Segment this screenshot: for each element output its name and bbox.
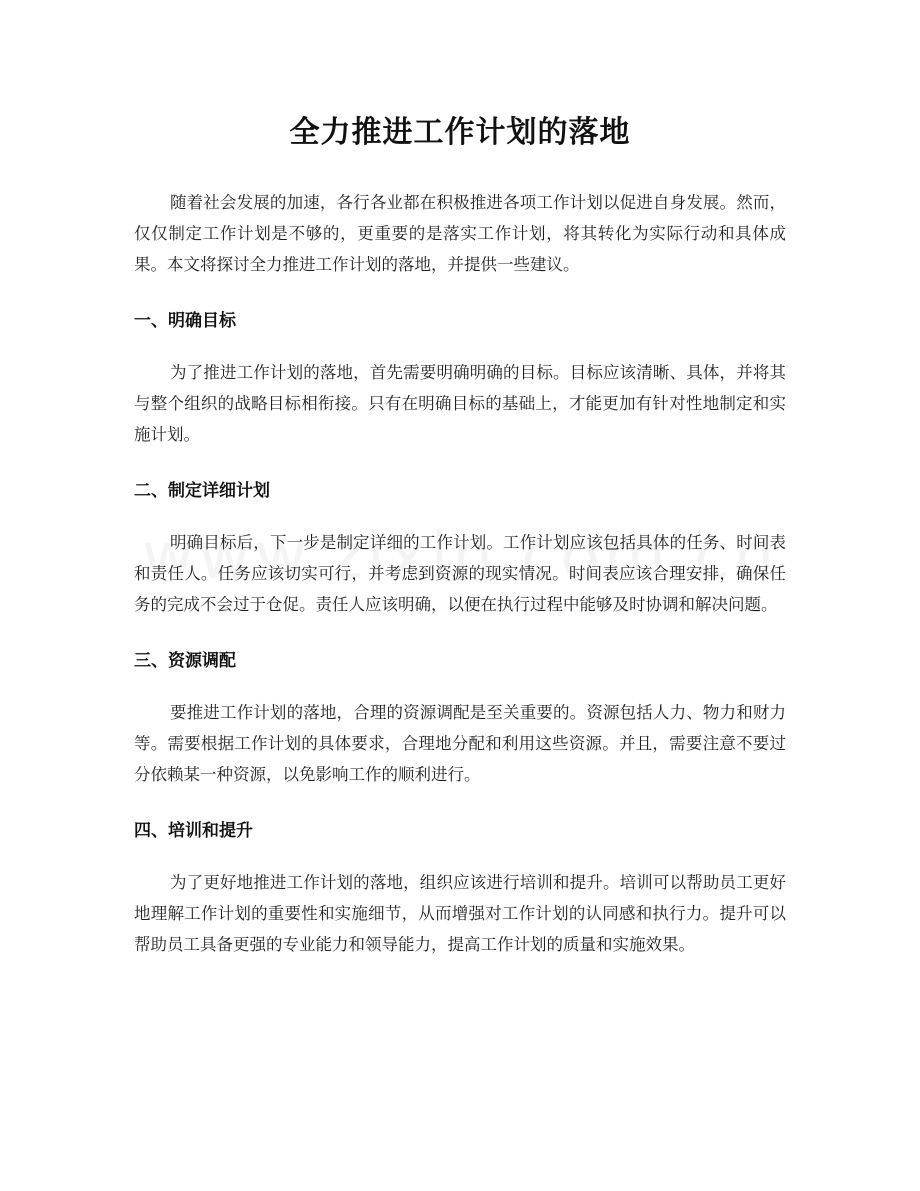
- section-heading-goals: 一、明确目标: [134, 311, 236, 331]
- document-title: 全力推进工作计划的落地: [289, 115, 631, 150]
- section-heading-training: 四、培训和提升: [134, 821, 253, 841]
- section-body-training: 为了更好地推进工作计划的落地，组织应该进行培训和提升。培训可以帮助员工更好地理解工作计划的重要性和实施细节，从而增强对工作计划的认同感和执行力。提升可以帮助员工具备更强的专业能力和领导能力，提高工作计划的质量和实施效果。: [134, 873, 786, 954]
- section-body-resources: 要推进工作计划的落地，合理的资源调配是至关重要的。资源包括人力、物力和财力等。需要根据工作计划的具体要求，合理地分配和利用这些资源。并且，需要注意不要过分依赖某一种资源，以免影响工作的顺利进行。: [134, 703, 786, 784]
- section-heading-plan: 二、制定详细计划: [134, 481, 270, 501]
- intro-paragraph: 随着社会发展的加速，各行各业都在积极推进各项工作计划以促进自身发展。然而，仅仅制定工作计划是不够的，更重要的是落实工作计划，将其转化为实际行动和具体成果。本文将探讨全力推进工作计划的落地，并提供一些建议。: [134, 193, 786, 274]
- section-body-plan: 明确目标后，下一步是制定详细的工作计划。工作计划应该包括具体的任务、时间表和责任人。任务应该切实可行，并考虑到资源的现实情况。时间表应该合理安排，确保任务的完成不会过于仓促。责任人应该明确，以便在执行过程中能够及时协调和解决问题。: [134, 533, 786, 614]
- section-body-goals: 为了推进工作计划的落地，首先需要明确明确的目标。目标应该清晰、具体，并将其与整个组织的战略目标相衔接。只有在明确目标的基础上，才能更加有针对性地制定和实施计划。: [134, 363, 786, 444]
- section-heading-resources: 三、资源调配: [134, 651, 236, 671]
